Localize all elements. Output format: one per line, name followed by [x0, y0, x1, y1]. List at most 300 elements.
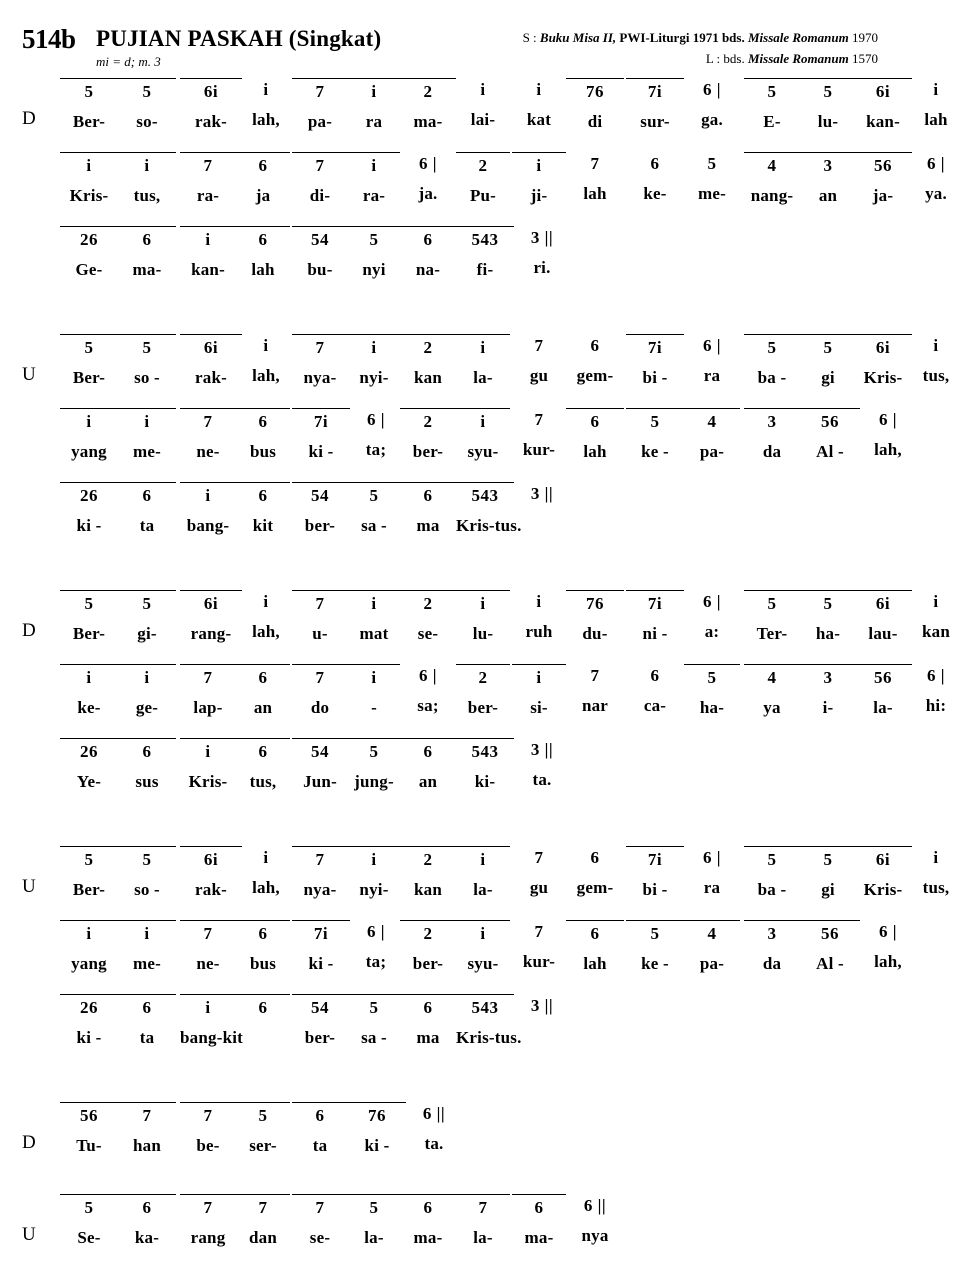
note-syllable-cell [292, 334, 348, 388]
note-numerals: 6 || [583, 1196, 607, 1215]
note-syllable-cell [566, 152, 624, 204]
note-syllable-cell [512, 334, 566, 386]
note-numerals: 6i [180, 590, 242, 616]
note-numerals: 6 [400, 1194, 456, 1220]
lyric-syllable: ta [139, 1028, 155, 1047]
note-numerals: 5 [348, 738, 400, 764]
note-row [60, 664, 947, 738]
note-numerals: 56 [854, 664, 912, 690]
lyric-syllable: da [762, 442, 782, 461]
lyric-syllable: lu- [817, 112, 839, 131]
lyric-syllable: lu- [472, 624, 494, 643]
lyric-syllable: rak- [195, 368, 227, 387]
note-syllable-cell [348, 846, 400, 900]
lyric-syllable: rak- [195, 112, 227, 131]
lyric-syllable: ya. [925, 184, 947, 203]
note-syllable-cell [912, 590, 960, 642]
note-numerals: 7 [534, 922, 544, 941]
note-syllable-cell [626, 78, 684, 132]
lyric-syllable: se- [417, 624, 439, 643]
note-syllable-cell [744, 408, 800, 462]
note-numerals: 2 [400, 590, 456, 616]
note-syllable-cell [236, 482, 290, 536]
note-numerals: 2 [400, 920, 456, 946]
note-numerals: 6 [118, 226, 176, 252]
note-syllable-cell [456, 664, 510, 718]
note-syllable-cell [292, 152, 348, 206]
stanza [0, 78, 948, 300]
note-syllable-cell [800, 664, 856, 718]
lyric-syllable: tus, [133, 186, 161, 205]
note-syllable-cell [684, 846, 740, 898]
note-syllable-cell [292, 664, 348, 718]
note-syllable-cell [118, 408, 176, 462]
note-syllable-cell [180, 152, 236, 206]
note-syllable-cell [348, 226, 400, 280]
lyric-syllable: lah [583, 442, 607, 461]
lyric-syllable: gi [821, 368, 835, 387]
note-numerals: 54 [292, 738, 348, 764]
lyric-syllable: du- [582, 624, 608, 643]
note-numerals: 6 [118, 738, 176, 764]
note-row [60, 738, 900, 812]
music-line [0, 920, 900, 994]
note-syllable-cell [854, 664, 912, 718]
note-syllable-cell [684, 920, 740, 974]
lyric-syllable: dan [248, 1228, 277, 1247]
note-syllable-cell [626, 152, 684, 204]
lyric-syllable: Al - [816, 442, 844, 461]
note-syllable-cell [512, 408, 566, 460]
note-numerals: 6 [292, 1102, 348, 1128]
lyric-syllable: ne- [196, 954, 220, 973]
note-syllable-cell [348, 590, 400, 644]
note-numerals: 7i [626, 334, 684, 360]
stanza-spacer [0, 812, 900, 846]
note-numerals: 5 [800, 78, 856, 104]
note-syllable-cell [684, 334, 740, 386]
note-numerals: 2 [456, 152, 510, 178]
note-row [60, 1102, 900, 1176]
note-numerals: 6 [400, 482, 456, 508]
note-syllable-cell [242, 78, 290, 130]
note-numerals: 7 [180, 920, 236, 946]
note-syllable-cell [512, 738, 572, 790]
note-syllable-cell [180, 1194, 236, 1248]
note-syllable-cell [60, 664, 118, 718]
note-syllable-cell [400, 152, 456, 204]
note-numerals: 5 [800, 334, 856, 360]
lyric-syllable: ta [139, 516, 155, 535]
note-syllable-cell [292, 78, 348, 132]
note-syllable-cell [566, 408, 624, 462]
lyric-syllable: si- [530, 698, 548, 717]
note-numerals: 543 [456, 738, 514, 764]
lyric-syllable: lah [583, 954, 607, 973]
note-numerals: 2 [400, 846, 456, 872]
music-line [0, 334, 950, 408]
voice-label: D [22, 620, 36, 641]
note-syllable-cell [180, 920, 236, 974]
note-syllable-cell [456, 846, 510, 900]
note-numerals: 6i [180, 334, 242, 360]
note-syllable-cell [566, 334, 624, 386]
note-syllable-cell [236, 226, 290, 280]
note-syllable-cell [512, 1194, 566, 1248]
note-syllable-cell [800, 920, 860, 974]
note-row [60, 1194, 900, 1268]
note-syllable-cell [400, 920, 456, 974]
note-numerals: 7 [180, 1102, 236, 1128]
note-syllable-cell [854, 152, 912, 206]
note-numerals: i [512, 152, 566, 178]
note-numerals: 6 [512, 1194, 566, 1220]
note-numerals: 6 | [879, 922, 897, 941]
note-syllable-cell [626, 920, 684, 974]
note-numerals: i [263, 592, 269, 611]
note-syllable-cell [60, 1194, 118, 1248]
lyric-syllable: ra [365, 112, 383, 131]
note-syllable-cell [626, 590, 684, 644]
note-numerals: 54 [292, 994, 348, 1020]
note-numerals: 7 [180, 152, 236, 178]
note-numerals: 7 [590, 154, 600, 173]
note-numerals: 5 [348, 226, 400, 252]
source-book: Buku Misa II, [539, 30, 617, 45]
lyric-syllable: rang- [190, 624, 232, 643]
note-numerals: 2 [400, 78, 456, 104]
lyric-syllable: ni - [642, 624, 668, 643]
note-numerals: 6 | [703, 80, 721, 99]
note-numerals: 5 [800, 846, 856, 872]
note-numerals: 7 [292, 78, 348, 104]
note-syllable-cell [292, 846, 348, 900]
lyric-syllable: sus [135, 772, 159, 791]
note-numerals: i [536, 592, 542, 611]
note-syllable-cell [400, 664, 456, 716]
lyric-syllable: ki - [308, 442, 334, 461]
note-syllable-cell [118, 1102, 176, 1156]
note-numerals: 6 [590, 336, 600, 355]
lyric-syllable: ta; [365, 440, 387, 459]
lyric-syllable: syu- [467, 442, 499, 461]
note-numerals: 6 | [927, 666, 945, 685]
note-numerals: 5 [118, 590, 176, 616]
note-syllable-cell [566, 846, 624, 898]
note-syllable-cell [118, 1194, 176, 1248]
lyric-syllable: ser- [249, 1136, 277, 1155]
note-numerals: 6 | [879, 410, 897, 429]
lyric-syllable: gi- [137, 624, 157, 643]
music-line [0, 408, 900, 482]
note-numerals: 6 [118, 482, 176, 508]
note-syllable-cell [236, 994, 290, 1028]
note-numerals: 5 [118, 78, 176, 104]
note-syllable-cell [348, 738, 400, 792]
note-numerals: 7i [292, 920, 350, 946]
note-syllable-cell [912, 152, 960, 204]
note-row [60, 920, 900, 994]
note-numerals: 6 | [419, 666, 437, 685]
lyric-syllable: pa- [307, 112, 333, 131]
note-syllable-cell [60, 994, 118, 1048]
lyric-syllable: ta [312, 1136, 328, 1155]
note-syllable-cell [118, 226, 176, 280]
note-syllable-cell [854, 846, 912, 900]
lyric-syllable: tus, [249, 772, 277, 791]
voice-label: U [22, 1224, 36, 1245]
note-numerals: 56 [800, 408, 860, 434]
note-syllable-cell [744, 334, 800, 388]
lyric-syllable: yang [71, 954, 107, 973]
note-numerals: 5 [800, 590, 856, 616]
note-numerals: i [348, 152, 400, 178]
lyric-syllable: lau- [868, 624, 898, 643]
note-numerals: 7 [180, 408, 236, 434]
lyric-syllable: nyi- [359, 368, 389, 387]
note-numerals: i [60, 920, 118, 946]
note-syllable-cell [348, 152, 400, 206]
hymn-header [0, 0, 900, 78]
note-numerals: 7 [292, 846, 348, 872]
lyric-syllable: se- [309, 1228, 331, 1247]
lyric-syllable: fi- [476, 260, 494, 279]
note-syllable-cell [512, 920, 566, 972]
note-numerals: 6i [854, 334, 912, 360]
note-numerals: 7 [534, 336, 544, 355]
note-numerals: 6 [236, 664, 290, 690]
note-syllable-cell [800, 334, 856, 388]
note-syllable-cell [566, 664, 624, 716]
note-numerals: 6 [400, 994, 456, 1020]
note-numerals: i [933, 336, 939, 355]
lyric-syllable: u- [312, 624, 328, 643]
lyric-syllable: rang [190, 1228, 226, 1247]
note-syllable-cell [60, 78, 118, 132]
note-syllable-cell [60, 152, 118, 206]
lyric-syllable: ma- [413, 1228, 443, 1247]
lyric-syllable: lah, [874, 440, 902, 459]
note-syllable-cell [912, 334, 960, 386]
note-numerals: i [348, 846, 400, 872]
note-numerals: 56 [800, 920, 860, 946]
note-numerals: 5 [60, 78, 118, 104]
note-numerals: 7 [534, 848, 544, 867]
lyric-syllable: ruh [525, 622, 553, 641]
note-row [60, 482, 900, 556]
note-row [60, 226, 900, 300]
lyric-syllable: sa - [361, 1028, 387, 1047]
note-syllable-cell [400, 226, 456, 280]
note-syllable-cell [744, 920, 800, 974]
lyric-syllable: bu- [307, 260, 333, 279]
lyric-syllable: ma- [132, 260, 162, 279]
hymn-key-indication: mi = d; m. 3 [96, 54, 161, 69]
lyric-syllable: ke- [643, 184, 667, 203]
note-numerals: 6 | [367, 922, 385, 941]
note-numerals: 5 [60, 846, 118, 872]
note-row [60, 408, 900, 482]
note-syllable-cell [292, 1102, 348, 1156]
lyric-syllable: ki - [364, 1136, 390, 1155]
source-prefix: S : [522, 30, 540, 45]
lyric-syllable: la- [873, 698, 893, 717]
note-numerals: i [118, 920, 176, 946]
note-row [60, 152, 947, 226]
note-syllable-cell [512, 590, 566, 642]
lyric-syllable: Al - [816, 954, 844, 973]
note-row [60, 994, 900, 1068]
lyric-syllable: ha- [699, 698, 725, 717]
lyric-syllable: gem- [576, 878, 614, 897]
note-numerals: 7 [456, 1194, 510, 1220]
note-syllable-cell [400, 846, 456, 900]
note-numerals: i [263, 848, 269, 867]
note-syllable-cell [626, 846, 684, 900]
note-syllable-cell [626, 664, 684, 716]
note-numerals: 7 [534, 410, 544, 429]
lyric-syllable: do [310, 698, 330, 717]
note-numerals: 7i [626, 846, 684, 872]
lyric-syllable: Kris- [188, 772, 228, 791]
note-syllable-cell [512, 226, 572, 278]
note-row [60, 590, 950, 664]
lyric-syllable: ha- [815, 624, 841, 643]
stanza-spacer [0, 556, 900, 590]
note-syllable-cell [400, 994, 456, 1048]
note-numerals: 7 [180, 1194, 236, 1220]
note-syllable-cell [118, 334, 176, 388]
lyric-syllable: ke - [641, 954, 669, 973]
note-numerals: 3 || [530, 740, 554, 759]
note-syllable-cell [684, 152, 740, 204]
note-syllable-cell [60, 846, 118, 900]
source2-prefix: L : bds. [705, 51, 745, 66]
music-line [0, 482, 900, 556]
lyric-syllable: la- [473, 880, 493, 899]
note-numerals: 5 [626, 408, 684, 434]
lyric-syllable: ra [703, 878, 721, 897]
note-syllable-cell [180, 334, 242, 388]
note-syllable-cell [118, 152, 176, 206]
note-syllable-cell [60, 920, 118, 974]
note-numerals: 543 [456, 226, 514, 252]
lyric-syllable: nya [581, 1226, 609, 1245]
lyric-syllable: be- [196, 1136, 220, 1155]
note-numerals: 6 [236, 226, 290, 252]
note-syllable-cell [180, 664, 236, 718]
lyric-syllable: Se- [77, 1228, 101, 1247]
source2-work: Missale Romanum [747, 51, 849, 66]
note-syllable-cell [348, 78, 400, 132]
note-syllable-cell [456, 334, 510, 388]
lyric-syllable: an [418, 772, 438, 791]
lyric-syllable: me- [133, 442, 161, 461]
note-numerals: 5 [744, 78, 800, 104]
lyric-syllable: Ber- [72, 880, 106, 899]
music-line [0, 226, 900, 300]
note-syllable-cell [292, 590, 348, 644]
note-syllable-cell [118, 664, 176, 718]
note-numerals: 3 [744, 408, 800, 434]
note-syllable-cell [860, 920, 916, 972]
note-numerals: i [480, 80, 486, 99]
note-syllable-cell [744, 664, 800, 718]
note-numerals: i [456, 334, 510, 360]
hymn-number: 514b [22, 24, 76, 54]
note-syllable-cell [180, 994, 244, 1048]
lyric-syllable: Ber- [72, 624, 106, 643]
note-syllable-cell [292, 994, 348, 1048]
note-numerals: 6 [236, 482, 290, 508]
note-numerals: 7 [292, 334, 348, 360]
note-syllable-cell [348, 1102, 406, 1156]
lyric-syllable: sa; [417, 696, 439, 715]
note-numerals: i [536, 80, 542, 99]
lyric-syllable: kan [413, 880, 442, 899]
note-syllable-cell [348, 920, 404, 972]
note-numerals: i [348, 334, 400, 360]
lyric-syllable: kur- [522, 440, 556, 459]
note-numerals: 5 [707, 154, 717, 173]
lyric-syllable: ber- [467, 698, 499, 717]
note-syllable-cell [512, 482, 572, 514]
music-line [0, 738, 900, 812]
note-syllable-cell [744, 590, 800, 644]
note-syllable-cell [348, 334, 400, 388]
note-numerals: 7 [292, 664, 348, 690]
note-syllable-cell [456, 994, 522, 1048]
lyric-syllable: ra- [196, 186, 220, 205]
note-syllable-cell [118, 994, 176, 1048]
note-numerals: 5 [744, 590, 800, 616]
note-numerals: 3 [800, 152, 856, 178]
lyric-syllable: lah, [252, 878, 280, 897]
lyric-syllable: Pu- [469, 186, 497, 205]
source-publisher: PWI-Liturgi 1971 bds. [619, 30, 745, 45]
note-syllable-cell [348, 408, 404, 460]
note-numerals: 6 [400, 738, 456, 764]
note-syllable-cell [180, 226, 236, 280]
voice-label: U [22, 876, 36, 897]
lyric-syllable: ca- [643, 696, 667, 715]
note-syllable-cell [180, 738, 236, 792]
note-numerals: 56 [60, 1102, 118, 1128]
lyric-syllable: bang- [186, 516, 230, 535]
lyric-syllable: nar [581, 696, 609, 715]
note-numerals: 6 [650, 666, 660, 685]
note-numerals: i [348, 664, 400, 690]
note-syllable-cell [456, 226, 514, 280]
note-syllable-cell [400, 482, 456, 536]
note-syllable-cell [118, 78, 176, 132]
note-row [60, 78, 948, 152]
stanza [0, 590, 950, 812]
note-syllable-cell [60, 738, 118, 792]
lyric-syllable: Ber- [72, 368, 106, 387]
note-syllable-cell [180, 408, 236, 462]
note-syllable-cell [684, 408, 740, 462]
note-syllable-cell [512, 78, 566, 130]
lyric-syllable: ber- [304, 516, 336, 535]
music-line [0, 1194, 900, 1268]
lyric-syllable: nang- [750, 186, 794, 205]
note-numerals: i [933, 848, 939, 867]
note-numerals: i [118, 408, 176, 434]
note-numerals: 6 [590, 848, 600, 867]
lyric-syllable: ki - [76, 516, 102, 535]
lyric-syllable: kat [526, 110, 552, 129]
